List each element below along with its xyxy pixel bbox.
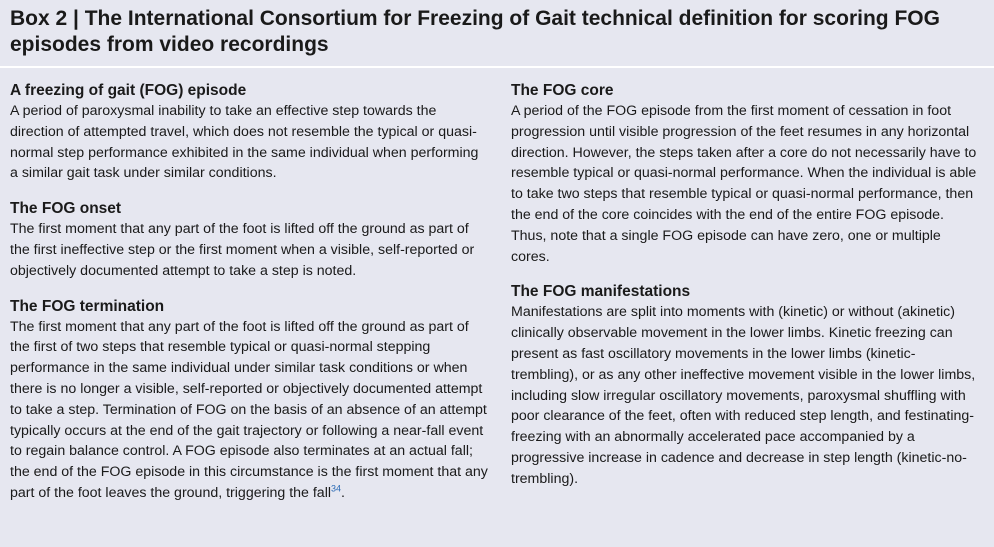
title-divider	[0, 66, 994, 68]
section-fog-episode	[10, 80, 488, 184]
section-text-tail: .	[341, 484, 345, 501]
section-text: A period of the FOG episode from the first moment of cessation in foot progression until visible progression of the feet resumes in any horizontal direction. However, the steps taken after a core do not necessarily have to resemble typical or quasi-normal performance. When the individual is able to take two steps that resemble typical or quasi-normal performance, then the end of the core coincides with the end of the entire FOG episode. Thus, note that a single FOG episode can have zero, one or multiple cores.	[511, 103, 977, 265]
section-text-wrapper	[10, 317, 488, 504]
section-text: The first moment that any part of the foot is lifted off the ground as part of the first ineffective step or the first moment when a visible, self-reported or objectively documented attempt to take a step is noted.	[10, 221, 475, 279]
section-fog-core	[511, 80, 981, 267]
section-fog-termination	[10, 296, 488, 504]
reference-link[interactable]: 34	[331, 483, 342, 494]
box-title: Box 2 | The International Consortium for Freezing of Gait technical definition for scoring FOG episodes from video recordings	[10, 7, 940, 56]
section-text: A period of paroxysmal inability to take an effective step towards the direction of attempted travel, which does not resemble the typical or quasi-normal step performance exhibited in the same individual when performing a similar gait task under similar conditions.	[10, 103, 479, 182]
section-text: The first moment that any part of the foot is lifted off the ground as part of the first of two steps that resemble typical or quasi-normal stepping performance in the same individual under similar task conditions or when there is no longer a visible, self-reported or objectively documented attempt to take a step. Termination of FOG on the basis of an absence of an attempt typically occurs at the end of the gait trajectory or following a near-fall event to regain balance control. A FOG episode also terminates at an actual fall; the end of the FOG episode in this circumstance is the first moment that any part of the foot leaves the ground, triggering the fall	[10, 318, 488, 501]
section-fog-onset	[10, 198, 488, 281]
section-heading: The FOG onset	[10, 200, 122, 218]
right-column	[511, 80, 981, 504]
section-heading: A freezing of gait (FOG) episode	[10, 82, 247, 99]
section-heading: The FOG termination	[10, 297, 165, 315]
section-text: Manifestations are split into moments with (kinetic) or without (akinetic) clinically observable movement in the lower limbs. Kinetic freezing can present as fast oscillatory movements in the lower limbs (kinetic-trembling), or as any other ineffective movement visible in the lower limbs, including slow irregular oscillatory movements, paroxysmal shuffling with poor clearance of the feet, often with reduced step length, and festinating-freezing with an abnormally accelerated pace accompanied by a progressive increase in cadence and decrease in step length (kinetic-no-trembling).	[511, 304, 976, 487]
section-heading: The FOG core	[511, 82, 614, 99]
left-column	[10, 80, 488, 518]
section-heading: The FOG manifestations	[511, 283, 691, 301]
section-fog-manifestations	[511, 281, 981, 489]
